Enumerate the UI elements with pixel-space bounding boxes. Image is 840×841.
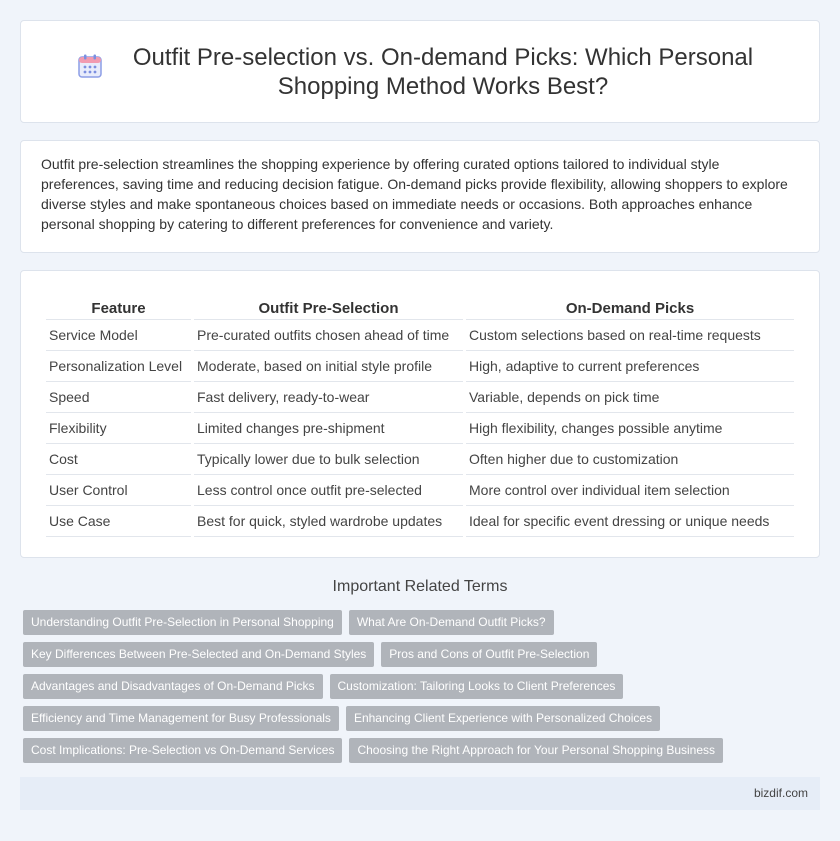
related-term-link[interactable]: Pros and Cons of Outfit Pre-Selection [381, 642, 597, 667]
related-term-link[interactable]: Customization: Tailoring Looks to Client Preferences [330, 674, 624, 699]
table-cell: Pre-curated outfits chosen ahead of time [194, 320, 463, 351]
related-terms-list [23, 610, 823, 770]
table-header-row [46, 295, 794, 320]
table-cell: Ideal for specific event dressing or unique needs [466, 506, 794, 537]
table-cell: High flexibility, changes possible anytime [466, 413, 794, 444]
intro-card [20, 140, 820, 253]
header-card [20, 20, 820, 123]
tag-row [23, 738, 823, 763]
table-row [46, 506, 794, 537]
tag-row [23, 610, 823, 635]
table-cell: Variable, depends on pick time [466, 382, 794, 413]
table-cell: Custom selections based on real-time requests [466, 320, 794, 351]
related-term-link[interactable]: Enhancing Client Experience with Personalized Choices [346, 706, 660, 731]
table-cell: Service Model [46, 320, 191, 351]
table-row [46, 413, 794, 444]
table-cell: Best for quick, styled wardrobe updates [194, 506, 463, 537]
table-row [46, 382, 794, 413]
calendar-icon [77, 53, 103, 79]
related-term-link[interactable]: Cost Implications: Pre-Selection vs On-Demand Services [23, 738, 342, 763]
tag-row [23, 674, 823, 699]
table-cell: Speed [46, 382, 191, 413]
related-term-link[interactable]: Choosing the Right Approach for Your Personal Shopping Business [349, 738, 723, 763]
page-title: Outfit Pre-selection vs. On-demand Picks: Which Personal Shopping Method Works Best? [132, 43, 754, 100]
header-feature: Feature [46, 295, 191, 320]
tag-row [23, 706, 823, 731]
table-cell: Fast delivery, ready-to-wear [194, 382, 463, 413]
related-terms-title: Important Related Terms [332, 578, 508, 595]
table-cell: Cost [46, 444, 191, 475]
comparison-table [43, 295, 797, 537]
footer [20, 777, 820, 810]
related-term-link[interactable]: What Are On-Demand Outfit Picks? [349, 610, 554, 635]
related-term-link[interactable]: Key Differences Between Pre-Selected and On-Demand Styles [23, 642, 374, 667]
header-outfit-pre-selection: Outfit Pre-Selection [194, 295, 463, 320]
table-row [46, 475, 794, 506]
table-cell: Flexibility [46, 413, 191, 444]
table-cell: Typically lower due to bulk selection [194, 444, 463, 475]
table-cell: Personalization Level [46, 351, 191, 382]
table-cell: More control over individual item selection [466, 475, 794, 506]
table-row [46, 351, 794, 382]
table-row [46, 444, 794, 475]
table-cell: High, adaptive to current preferences [466, 351, 794, 382]
intro-paragraph: Outfit pre-selection streamlines the shopping experience by offering curated options tailored to individual style preferences, saving time and reducing decision fatigue. On-demand picks provide flexibility, allowing shoppers to explore diverse styles and make spontaneous choices based on immediate needs or occasions. Both approaches enhance personal shopping by catering to different preferences for convenience and variety. [41, 156, 788, 232]
table-cell: Moderate, based on initial style profile [194, 351, 463, 382]
related-term-link[interactable]: Advantages and Disadvantages of On-Demand Picks [23, 674, 323, 699]
tag-row [23, 642, 823, 667]
table-row [46, 320, 794, 351]
table-cell: User Control [46, 475, 191, 506]
table-cell: Less control once outfit pre-selected [194, 475, 463, 506]
table-cell: Use Case [46, 506, 191, 537]
header [60, 43, 780, 101]
header-on-demand-picks: On-Demand Picks [466, 295, 794, 320]
comparison-table-card [20, 270, 820, 558]
table-cell: Limited changes pre-shipment [194, 413, 463, 444]
table-cell: Often higher due to customization [466, 444, 794, 475]
related-term-link[interactable]: Understanding Outfit Pre-Selection in Personal Shopping [23, 610, 342, 635]
related-term-link[interactable]: Efficiency and Time Management for Busy Professionals [23, 706, 339, 731]
site-link[interactable]: bizdif.com [753, 786, 808, 800]
